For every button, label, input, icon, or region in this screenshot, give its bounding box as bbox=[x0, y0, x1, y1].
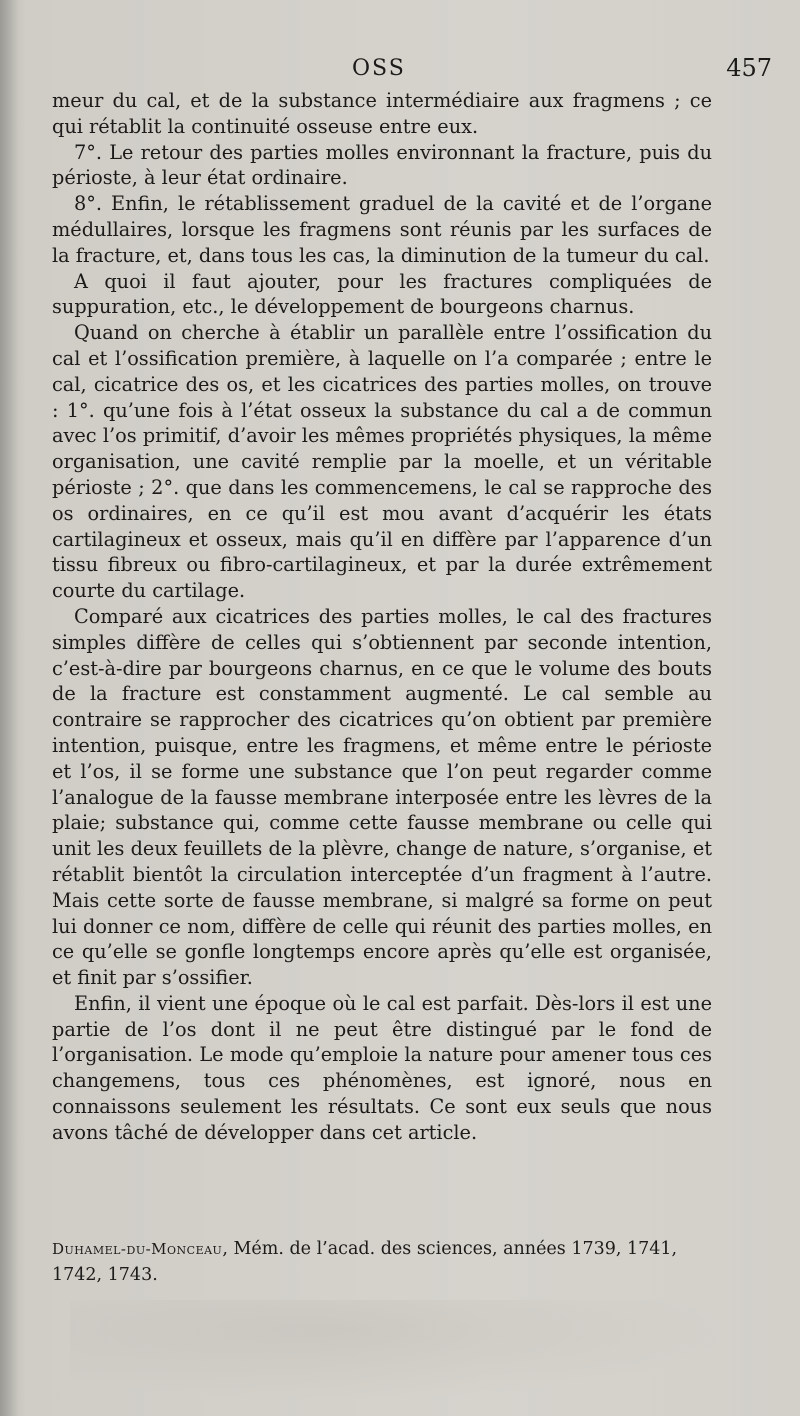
paragraph-4: A quoi il faut ajouter, pour les fractures compliquées de suppuration, etc., le développement de bourgeons charnus. bbox=[52, 269, 712, 319]
reference-citation: , Mém. de l’acad. des sciences, années 1739, 1741, 1742, 1743. bbox=[52, 1239, 678, 1285]
body-text bbox=[52, 88, 712, 1146]
reference-author: Duhamel-du-Monceau bbox=[52, 1240, 223, 1258]
bibliographic-reference bbox=[52, 1236, 712, 1288]
paragraph-5: Quand on cherche à établir un parallèle entre l’ossification du cal et l’ossification première, à laquelle on l’a comparée ; entre le cal, cicatrice des os, et les cicatrices des parties molles, on trouve : 1°. qu’une fois à l’état osseux la substance du cal a de commun avec l’os primitif, d’avoir les mêmes propriétés physiques, la même organisation, une cavité remplie par la moelle, et un véritable périoste ; 2°. que dans les commencemens, le cal se rapproche des os ordinaires, en ce qu’il est mou avant d’acquérir les états cartilagineux et osseux, mais qu’il en diffère par l’apparence d’un tissu fibreux ou fibro-cartilagineux, et par la durée extrêmement courte du cartilage. bbox=[52, 321, 712, 603]
paragraph-3: 8°. Enfin, le rétablissement graduel de la cavité et de l’organe médullaires, lorsque les fragmens sont réunis par les surfaces de la fracture, et, dans tous les cas, la diminution de la tumeur du cal. bbox=[52, 192, 712, 267]
paragraph-6: Comparé aux cicatrices des parties molles, le cal des fractures simples diffère de celles qui s’obtiennent par seconde intention, c’est-à-dire par bourgeons charnus, en ce que le volume des bouts de la fracture est constamment augmenté. Le cal semble au contraire se rapprocher des cicatrices qu’on obtient par première intention, puisque, entre les fragmens, et même entre le périoste et l’os, il se forme une substance que l’on peut regarder comme l’analogue de la fausse membrane interposée entre les lèvres de la plaie; substance qui, comme cette fausse membrane ou celle qui unit les deux feuillets de la plèvre, change de nature, s’organise, et rétablit bientôt la circulation interceptée d’un fragment à l’autre. Mais cette sorte de fausse membrane, si malgré sa forme on peut lui donner ce nom, diffère de celle qui réunit des parties molles, en ce qu’elle se gonfle longtemps encore après qu’elle est organisée, et finit par s’ossifier. bbox=[52, 604, 712, 990]
running-head: OSS bbox=[352, 56, 406, 81]
paper-stain bbox=[70, 1300, 730, 1400]
paragraph-7: Enfin, il vient une époque où le cal est parfait. Dès-lors il est une partie de l’os dont il ne peut être distingué par le fond de l’organisation. Le mode qu’emploie la nature pour amener tous ces changemens, tous ces phénomènes, est ignoré, nous en connaissons seulement les résultats. Ce sont eux seuls que nous avons tâché de développer dans cet article. bbox=[52, 991, 712, 1144]
paragraph-1: meur du cal, et de la substance intermédiaire aux fragmens ; ce qui rétablit la continuité osseuse entre eux. bbox=[52, 89, 712, 138]
page-gutter-shadow bbox=[0, 0, 18, 1416]
page-number: 457 bbox=[726, 54, 772, 82]
paragraph-2: 7°. Le retour des parties molles environnant la fracture, puis du périoste, à leur état ordinaire. bbox=[52, 140, 712, 190]
